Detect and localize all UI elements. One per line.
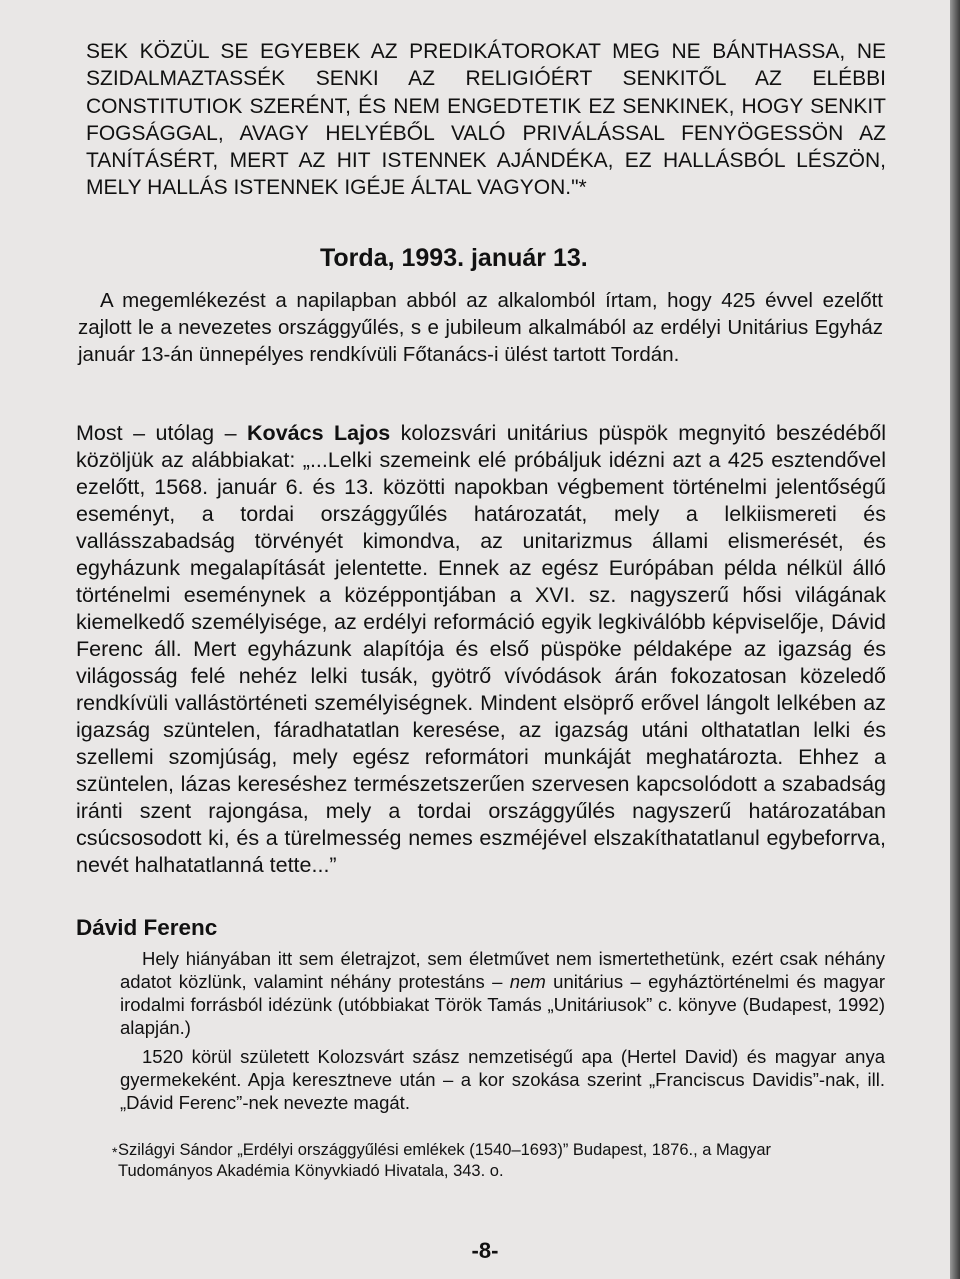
speaker-name: Kovács Lajos — [247, 421, 391, 445]
bio-paragraph-2: 1520 körül született Kolozsvárt szász nemzetiségű apa (Hertel David) és magyar anya gyermekeként. Apja keresztneve után – a kor szokása szerint „Franciscus Davidis”-nak, ill. „Dávid Ferenc”-nek nevezte magát. — [120, 1046, 885, 1113]
bio-paragraph-1 — [120, 947, 885, 1039]
footnote — [112, 1140, 858, 1182]
main-text-start: Most – utólag – — [76, 421, 248, 445]
footnote-text: Szilágyi Sándor „Erdélyi országgyűlési emlékek (1540–1693)” Budapest, 1876., a Magyar Tudományos Akadémia Könyvkiadó Hivatala, 343. o. — [118, 1141, 772, 1180]
footnote-marker: * — [112, 1144, 118, 1160]
main-paragraph — [76, 420, 886, 879]
page-edge-shadow — [950, 0, 960, 1279]
bio1-emphasis: nem — [509, 971, 546, 992]
section-heading: Torda, 1993. január 13. — [320, 244, 588, 272]
intro-paragraph: A megemlékezést a napilapban abból az alkalomból írtam, hogy 425 évvel ezelőtt zajlott le a nevezetes országgyűlés, s e jubileum alkalmából az erdélyi Unitárius Egyház január 13-án ünnepélyes rendkívüli Főtanács-i ülést tartott Tordán. — [78, 289, 883, 366]
bio1-text-rest: unitárius – egyháztörténelmi és magyar irodalmi forrásból idézünk (utóbbiakat Török Tamás „Unitáriusok” c. könyve (Budapest, 1992) alapján.) — [120, 971, 885, 1038]
bio1-text-start: Hely hiányában itt sem életrajzot, sem életművet nem ismertethetünk, ezért csak néhány adatot közlünk, valamint néhány protestáns – — [120, 948, 885, 992]
page-number: -8- — [471, 1238, 499, 1263]
subsection-heading: Dávid Ferenc — [76, 915, 218, 940]
main-text-rest: kolozsvári unitárius püspök megnyitó beszédéből közöljük az alábbiakat: „...Lelki szemeink elé próbáljuk idézni azt a 425 esztendővel ezelőtt, 1568. január 6. és 13. közötti napokban végbement történelmi jelentőségű eseményt, a tordai országgyűlés határozatát, mely a lelkiismereti és vallásszabadság törvényét kimondva, az unitarizmus állami elismerését, és egyházunk megalapítását jelentette. Ennek az egész Európában példa nélkül álló történelmi eseménynek a középpontjában a XVI. sz. nagyszerű hősi világának kiemelkedő személyisége, az erdélyi reformáció egyik legkiválóbb képviselője, Dávid Ferenc áll. Mert egyházunk alapítója és első püspöke példaképe az igazság és világosság felé nehéz lelki tusák, gyötrő vívódások árán fokozatosan közeledő rendkívüli vallástörténeti személyiségnek. Mindent elsöprő erővel lángolt lelkében az igazság szüntelen, fáradhatatlan keresése, az igazság utáni olthatatlan lelki és szellemi szomjúság, mely egész reformátori munkáját meghatározta. Ehhez a szüntelen, lázas kereséshez természetszerűen szervesen kapcsolódott a szabadság iránti szent rajongása, mely a tordai országgyűlés nagyszerű határozatában csúcsosodott ki, és a türelmesség nemes eszméjével elszakíthatatlanul egybeforrva, nevét halhatatlanná tette...” — [76, 421, 886, 877]
quote-paragraph: SEK KÖZÜL SE EGYEBEK AZ PREDIKÁTOROKAT MEG NE BÁNTHASSA, NE SZIDALMAZTASSÉK SENKI AZ RELIGIÓÉRT SENKITŐL AZ ELÉBBI CONSTITUTIOK SZERÉNT, ÉS NEM ENGEDTETIK EZ SENKINEK, HOGY SENKIT FOGSÁGGAL, AVAGY HELYÉBŐL VALÓ PRIVÁLÁSSAL FENYÖGESSÖN AZ TANÍTÁSÉRT, MERT AZ HIT ISTENNEK AJÁNDÉKA, EZ HALLÁSBÓL LÉSZÖN, MELY HALLÁS ISTENNEK IGÉJE ÁLTAL VAGYON."* — [86, 40, 886, 200]
